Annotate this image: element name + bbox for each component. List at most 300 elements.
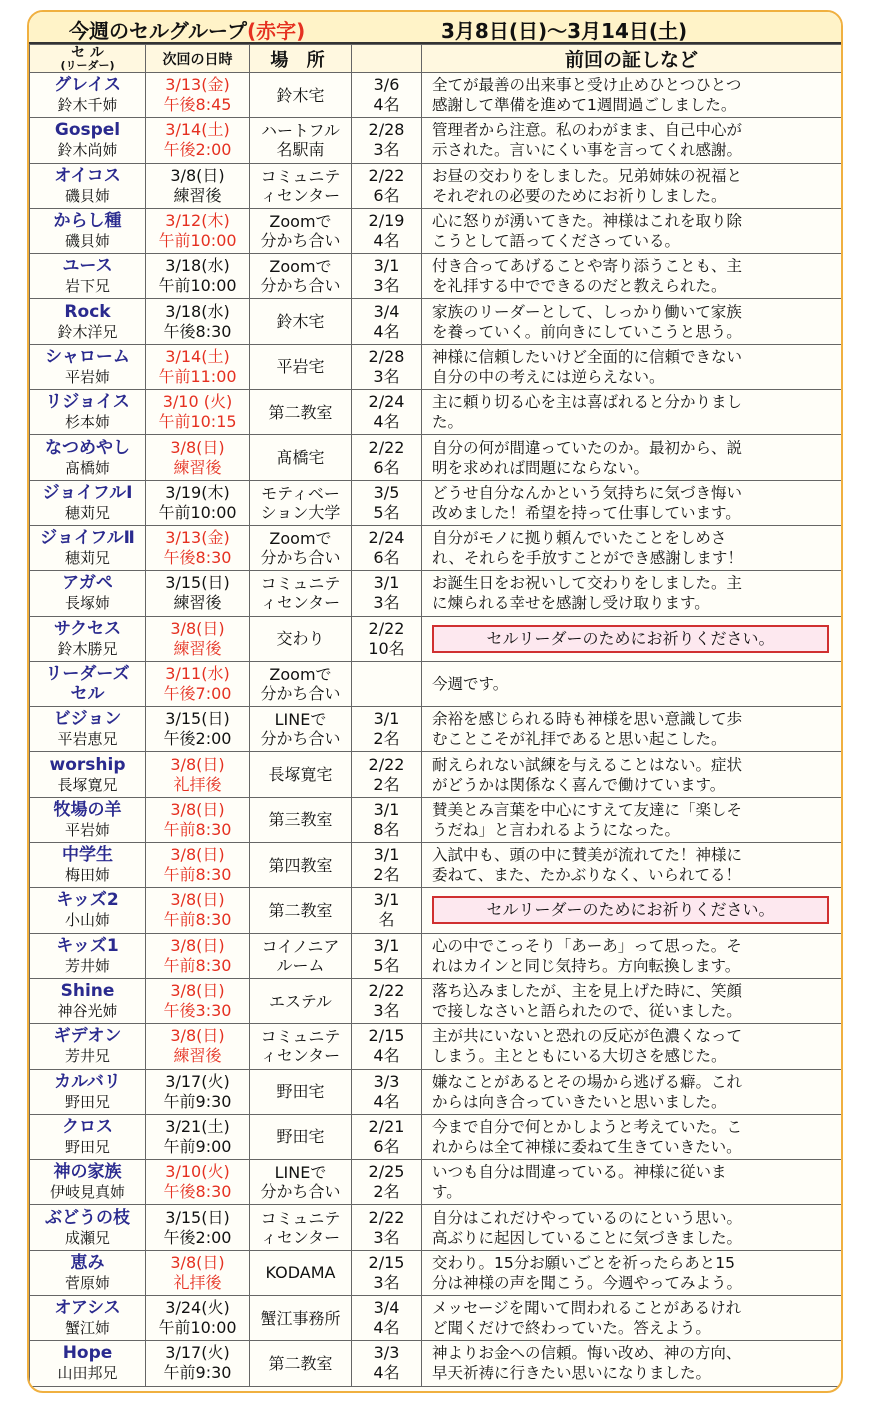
previous-date: 3/4: [373, 301, 400, 321]
next-time: 午前9:30: [163, 1363, 232, 1383]
cell-leader: 杉本姉: [64, 413, 110, 432]
attendance-count: 4名: [373, 321, 400, 341]
cell-group: [30, 571, 146, 616]
attendance-count: 3名: [373, 1001, 400, 1021]
cell-group: [30, 1069, 146, 1114]
next-date: 3/8(日): [170, 437, 225, 457]
testimony: [422, 390, 842, 435]
testimony-line: 落ち込みましたが、主を見上げた時に、笑顔: [432, 982, 743, 1001]
next-time: 午前10:15: [158, 412, 237, 432]
testimony-line: 心の中でこっそり「あーあ」って思った。そ: [432, 936, 742, 955]
place: [250, 571, 352, 616]
testimony: [422, 208, 842, 253]
table-row: [30, 978, 842, 1023]
cell-group: [30, 118, 146, 163]
place-line: 野田宅: [276, 1127, 325, 1147]
next-datetime: [146, 1069, 250, 1114]
testimony: [422, 707, 842, 752]
previous-meeting: [352, 118, 422, 163]
cell-group: [30, 480, 146, 525]
cell-name: Gospel: [54, 120, 121, 141]
cell-name: Hope: [62, 1343, 113, 1364]
place-line: ィセンター: [260, 185, 341, 205]
cell-leader: 鈴木洋兄: [57, 322, 118, 341]
attendance-count: 4名: [373, 1046, 400, 1066]
next-datetime: [146, 73, 250, 118]
testimony: [422, 1069, 842, 1114]
cell-leader: 穂苅兄: [64, 549, 110, 568]
table-row: [30, 843, 842, 888]
place: [250, 163, 352, 208]
page-title: [69, 15, 305, 44]
table-row: [30, 208, 842, 253]
table-row: [30, 344, 842, 389]
testimony-line: しまう。主とともにいる大切さを感じた。: [432, 1047, 727, 1066]
table-row: [30, 888, 842, 933]
place: [250, 1296, 352, 1341]
cell-group: [30, 843, 146, 888]
next-datetime: [146, 435, 250, 480]
cell-name: からし種: [53, 211, 122, 232]
cell-name: キッズ1: [56, 935, 119, 956]
testimony-line: す。: [432, 1183, 462, 1202]
place: [250, 480, 352, 525]
place: [250, 1250, 352, 1295]
next-datetime: [146, 752, 250, 797]
previous-meeting: [352, 480, 422, 525]
next-datetime: [146, 299, 250, 344]
cell-leader: 平岩恵兄: [57, 730, 118, 749]
cell-group: [30, 1160, 146, 1205]
testimony-line: で接しなさいと語られたので、従いました。: [432, 1002, 742, 1021]
place-line: 第三教室: [268, 810, 333, 830]
previous-meeting: [352, 344, 422, 389]
header-cell-sub: (リーダー): [60, 59, 115, 72]
next-date: 3/18(水): [165, 256, 230, 276]
schedule-table: [29, 44, 842, 1387]
cell-leader: 長塚姉: [64, 594, 110, 613]
cell-group: [30, 208, 146, 253]
testimony: [422, 1296, 842, 1341]
previous-meeting: [352, 254, 422, 299]
attendance-count: 2名: [373, 774, 400, 794]
testimony-line: 耐えられない試練を与えることはない。症状: [432, 755, 743, 774]
cell-leader: 野田兄: [64, 1092, 110, 1111]
testimony-line: 全てが最善の出来事と受け止めひとつひとつ: [432, 76, 742, 95]
attendance-count: 5名: [373, 502, 400, 522]
table-row: [30, 616, 842, 661]
next-datetime: [146, 525, 250, 570]
place-line: ィセンター: [260, 593, 341, 613]
testimony: [422, 933, 842, 978]
cell-name: オイコス: [54, 165, 121, 186]
next-time: 練習後: [173, 457, 222, 477]
next-date: 3/18(水): [165, 301, 230, 321]
previous-date: 2/15: [368, 1026, 405, 1046]
cell-leader: 菅原姉: [64, 1273, 110, 1292]
next-datetime: [146, 1024, 250, 1069]
cell-group: [30, 797, 146, 842]
place-line: 分かち合い: [260, 684, 341, 703]
table-row: [30, 163, 842, 208]
next-date: 3/24(火): [165, 1298, 230, 1318]
testimony-line: 主が共にいないと恐れの反応が色濃くなって: [432, 1027, 743, 1046]
cell-name: 牧場の羊: [53, 799, 122, 820]
place: [250, 1069, 352, 1114]
cell-name: Rock: [64, 301, 111, 322]
testimony-line: 入試中も、頭の中に賛美が流れてた！神様に: [432, 846, 743, 865]
next-time: 午前9:30: [163, 1091, 232, 1111]
place: [250, 344, 352, 389]
cell-leader: 梅田姉: [64, 866, 110, 885]
previous-date: 2/22: [368, 981, 405, 1001]
attendance-count: 3名: [373, 276, 400, 296]
cell-leader: 鈴木勝兄: [57, 639, 118, 658]
testimony-line: 心に怒りが湧いてきた。神様はこれを取り除: [432, 212, 743, 231]
next-datetime: [146, 978, 250, 1023]
next-time: 午前8:30: [163, 910, 232, 930]
place-line: 分かち合い: [260, 231, 341, 251]
place-line: KODAMA: [265, 1263, 336, 1283]
table-row: [30, 752, 842, 797]
place: [250, 118, 352, 163]
testimony-line: 自分の何が間違っていたのか。最初から、説: [432, 438, 743, 457]
table-row: [30, 571, 842, 616]
testimony: [422, 344, 842, 389]
attendance-count: 4名: [373, 231, 400, 251]
cell-name: ビジョン: [53, 709, 122, 730]
testimony-line: 神様に信頼したいけど全面的に信頼できない: [432, 347, 743, 366]
next-datetime: [146, 616, 250, 661]
testimony-line: 改めました！希望を持って仕事しています。: [432, 503, 741, 522]
next-date: 3/8(日): [170, 981, 225, 1001]
place: [250, 73, 352, 118]
cell-group: [30, 1205, 146, 1250]
next-time: 午後8:30: [163, 1182, 232, 1202]
place: [250, 1114, 352, 1159]
cell-name: 神の家族: [53, 1162, 122, 1183]
cell-leader: 神谷光姉: [57, 1002, 118, 1021]
previous-date: 3/4: [373, 1298, 400, 1318]
place: [250, 390, 352, 435]
previous-meeting: [352, 933, 422, 978]
place-line: 野田宅: [276, 1082, 325, 1102]
testimony-line: お誕生日をお祝いして交わりをしました。主: [432, 574, 743, 593]
cell-leader: 鈴木尚姉: [57, 141, 118, 160]
testimony: [422, 616, 842, 661]
header-row: [30, 45, 842, 73]
next-time: 午前10:00: [158, 231, 237, 251]
place: [250, 752, 352, 797]
place-line: コイノニア: [261, 936, 340, 956]
place-line: ション大学: [260, 502, 341, 522]
testimony: [422, 752, 842, 797]
testimony-line: がどうかは関係なく喜んで働けています。: [432, 775, 726, 794]
cell-group: [30, 344, 146, 389]
cell-group: [30, 435, 146, 480]
previous-meeting: [352, 707, 422, 752]
attendance-count: 3名: [373, 593, 400, 613]
cell-name: worship: [49, 754, 126, 775]
cell-name: 中学生: [62, 845, 113, 866]
next-date: 3/8(日): [170, 754, 225, 774]
cell-name: ジョイフルⅠ: [42, 482, 133, 503]
next-date: 3/8(日): [170, 935, 225, 955]
attendance-count: 2名: [373, 729, 400, 749]
cell-name: オアシス: [54, 1298, 121, 1319]
previous-date: 3/6: [373, 75, 400, 95]
next-date: 3/14(土): [165, 120, 230, 140]
testimony-line: それぞれの必要のためにお祈りしました。: [432, 186, 727, 205]
cell-leader: 芳井兄: [64, 1047, 110, 1066]
cell-group: [30, 707, 146, 752]
place: [250, 888, 352, 933]
cell-name: ジョイフルⅡ: [40, 528, 135, 549]
cell-name: なつめやし: [45, 437, 130, 458]
next-datetime: [146, 571, 250, 616]
testimony-line: 嫌なことがあるとその場から逃げる癖。これ: [432, 1072, 743, 1091]
testimony-line: からは向き合っていきたいと思いました。: [432, 1092, 727, 1111]
next-date: 3/10(火): [165, 1162, 230, 1182]
testimony-line: を養っていく。前向きにしていこうと思う。: [432, 322, 742, 341]
previous-meeting: [352, 888, 422, 933]
column-header-datetime: 次回の日時: [146, 45, 250, 73]
previous-date: 2/28: [368, 120, 405, 140]
place-line: ィセンター: [260, 1046, 341, 1066]
previous-date: 2/24: [368, 528, 405, 548]
previous-date: 3/1: [373, 935, 400, 955]
testimony-line: 家族のリーダーとして、しっかり働いて家族: [432, 302, 742, 321]
next-time: 練習後: [173, 593, 222, 613]
cell-leader: セル: [70, 684, 105, 704]
testimony-line: メッセージを聞いて問われることがあるけれ: [432, 1299, 742, 1318]
column-header-testimony: 前回の証しなど: [422, 45, 842, 73]
cell-group: [30, 616, 146, 661]
place: [250, 208, 352, 253]
place: [250, 1205, 352, 1250]
testimony-line: 感謝して準備を進めて1週間過ごしました。: [432, 96, 737, 115]
place-line: 第二教室: [268, 402, 333, 422]
testimony-line: 自分の中の考えには逆らえない。: [432, 367, 665, 386]
attendance-count: 3名: [373, 1227, 400, 1247]
previous-meeting: [352, 752, 422, 797]
date-range: 3月8日(日)〜3月14日(土): [441, 19, 688, 43]
previous-date: 2/19: [368, 211, 405, 231]
title-note: (赤字): [247, 19, 306, 43]
testimony-line: ど聞くだけで終わっていた。答えよう。: [432, 1319, 711, 1338]
previous-date: 2/15: [368, 1252, 405, 1272]
previous-date: 3/1: [373, 890, 400, 910]
testimony: [422, 661, 842, 706]
place-line: 第四教室: [268, 855, 333, 875]
cell-name: グレイス: [54, 75, 121, 96]
next-datetime: [146, 1160, 250, 1205]
previous-meeting: [352, 1250, 422, 1295]
attendance-count: 8名: [373, 819, 400, 839]
previous-date: 3/5: [373, 482, 400, 502]
cell-group: [30, 525, 146, 570]
place: [250, 707, 352, 752]
testimony-line: 示された。言いにくい事を言ってくれ感謝。: [432, 141, 743, 160]
place-line: コミュニテ: [260, 574, 341, 594]
cell-leader: 芳井姉: [64, 956, 110, 975]
next-date: 3/19(木): [165, 482, 230, 502]
testimony: [422, 163, 842, 208]
attendance-count: 4名: [373, 1363, 400, 1383]
next-datetime: [146, 163, 250, 208]
previous-meeting: [352, 1205, 422, 1250]
next-datetime: [146, 1205, 250, 1250]
testimony-line: を礼拝する中でできるのだと教えられた。: [432, 277, 727, 296]
attendance-count: 6名: [373, 1136, 400, 1156]
previous-date: 2/28: [368, 346, 405, 366]
testimony: [422, 1341, 842, 1386]
previous-date: 3/1: [373, 845, 400, 865]
header-cell-label: セ ル: [71, 45, 104, 61]
next-datetime: [146, 1341, 250, 1386]
attendance-count: 6名: [373, 548, 400, 568]
place: [250, 616, 352, 661]
place-line: 長塚寛宅: [268, 765, 333, 785]
previous-date: 2/22: [368, 754, 405, 774]
cell-name: アガペ: [62, 573, 113, 594]
next-time: 午前8:30: [163, 955, 232, 975]
next-datetime: [146, 1114, 250, 1159]
next-datetime: [146, 480, 250, 525]
place-line: 髙橋宅: [276, 448, 325, 468]
previous-meeting: [352, 1296, 422, 1341]
previous-meeting: [352, 571, 422, 616]
table-row: [30, 1296, 842, 1341]
place-line: 第二教室: [268, 1353, 333, 1373]
previous-date: 2/21: [368, 1116, 405, 1136]
column-header-prev: [352, 45, 422, 73]
testimony-line: 賛美とみ言葉を中心にすえて友達に「楽しそ: [432, 800, 743, 819]
next-date: 3/8(日): [170, 890, 225, 910]
cell-name: ユース: [62, 256, 113, 277]
testimony-line: 管理者から注意。私のわがまま、自己中心が: [432, 121, 743, 140]
next-datetime: [146, 344, 250, 389]
next-date: 3/8(日): [170, 845, 225, 865]
previous-meeting: [352, 661, 422, 706]
testimony-line: 神よりお金への信頼。悔い改め、神の方向、: [432, 1344, 742, 1363]
cell-group: [30, 888, 146, 933]
place-line: LINEで: [274, 710, 327, 730]
testimony: [422, 299, 842, 344]
table-row: [30, 1024, 842, 1069]
place-line: モティベー: [261, 483, 340, 503]
table-body: [30, 73, 842, 1387]
attendance-count: 10名: [368, 638, 405, 658]
previous-meeting: [352, 163, 422, 208]
testimony-line: 自分がモノに拠り頼んでいたことをしめさ: [432, 529, 727, 548]
attendance-count: 4名: [373, 412, 400, 432]
previous-date: 2/22: [368, 165, 405, 185]
next-date: 3/12(木): [165, 211, 230, 231]
next-time: 練習後: [173, 638, 222, 658]
attendance-count: 2名: [373, 1182, 400, 1202]
testimony: [422, 888, 842, 933]
next-datetime: [146, 843, 250, 888]
testimony-line: 明を求めれば問題にならない。: [432, 458, 650, 477]
cell-name: クロス: [62, 1116, 113, 1137]
next-date: 3/13(金): [165, 75, 230, 95]
place-line: 交わり: [276, 629, 325, 649]
cell-group: [30, 933, 146, 978]
previous-date: 3/1: [373, 709, 400, 729]
testimony-line: 今週です。: [432, 675, 509, 693]
next-date: 3/15(日): [165, 1207, 230, 1227]
testimony-line: 自分はこれだけやっているのにという思い。: [432, 1208, 743, 1227]
cell-leader: 山田邦兄: [57, 1364, 118, 1383]
cell-leader: 髙橋姉: [64, 458, 110, 477]
place-line: Zoomで: [269, 212, 332, 232]
next-time: 練習後: [173, 1046, 222, 1066]
previous-date: 3/1: [373, 256, 400, 276]
place-line: Zoomで: [269, 257, 332, 277]
testimony: [422, 1205, 842, 1250]
place: [250, 1024, 352, 1069]
place-line: 分かち合い: [260, 548, 341, 568]
previous-date: 3/1: [373, 799, 400, 819]
previous-meeting: [352, 208, 422, 253]
place-line: コミュニテ: [260, 1208, 341, 1228]
testimony-line: 主に頼り切る心を主は喜ばれると分かりまし: [432, 393, 743, 412]
place: [250, 254, 352, 299]
testimony-line: 付き合ってあげることや寄り添うことも、主: [432, 257, 743, 276]
previous-meeting: [352, 797, 422, 842]
testimony-line: 今まで自分で何とかしようと考えていた。こ: [432, 1117, 743, 1136]
next-date: 3/17(火): [165, 1343, 230, 1363]
next-date: 3/8(日): [170, 1252, 225, 1272]
next-datetime: [146, 118, 250, 163]
table-row: [30, 1069, 842, 1114]
attendance-count: 4名: [373, 1091, 400, 1111]
next-date: 3/8(日): [170, 165, 225, 185]
cell-group: [30, 1114, 146, 1159]
table-row: [30, 1341, 842, 1386]
table-row: [30, 254, 842, 299]
previous-date: 2/22: [368, 1207, 405, 1227]
place-line: 蟹江事務所: [260, 1308, 341, 1328]
next-date: 3/13(金): [165, 528, 230, 548]
attendance-count: 6名: [373, 185, 400, 205]
place-line: 分かち合い: [260, 1182, 341, 1202]
table-row: [30, 390, 842, 435]
place: [250, 797, 352, 842]
place: [250, 843, 352, 888]
attendance-count: 2名: [373, 865, 400, 885]
next-time: 午前8:30: [163, 865, 232, 885]
cell-leader: 長塚寛兄: [57, 775, 118, 794]
cell-name: サクセス: [53, 618, 122, 639]
title-text: 今週のセルグループ: [69, 19, 247, 43]
next-date: 3/15(日): [165, 709, 230, 729]
cell-group: [30, 73, 146, 118]
testimony: [422, 1114, 842, 1159]
cell-name: リーダーズ: [45, 664, 130, 684]
previous-meeting: [352, 73, 422, 118]
place-line: Zoomで: [269, 665, 332, 684]
previous-meeting: [352, 1341, 422, 1386]
cell-leader: 穂苅兄: [64, 503, 110, 522]
table-row: [30, 661, 842, 706]
next-time: 午後2:00: [163, 1227, 232, 1247]
previous-meeting: [352, 843, 422, 888]
testimony-line: 分は神様の声を聞こう。今週やってみよう。: [432, 1273, 743, 1292]
place-line: 第二教室: [268, 900, 333, 920]
cell-group: [30, 752, 146, 797]
